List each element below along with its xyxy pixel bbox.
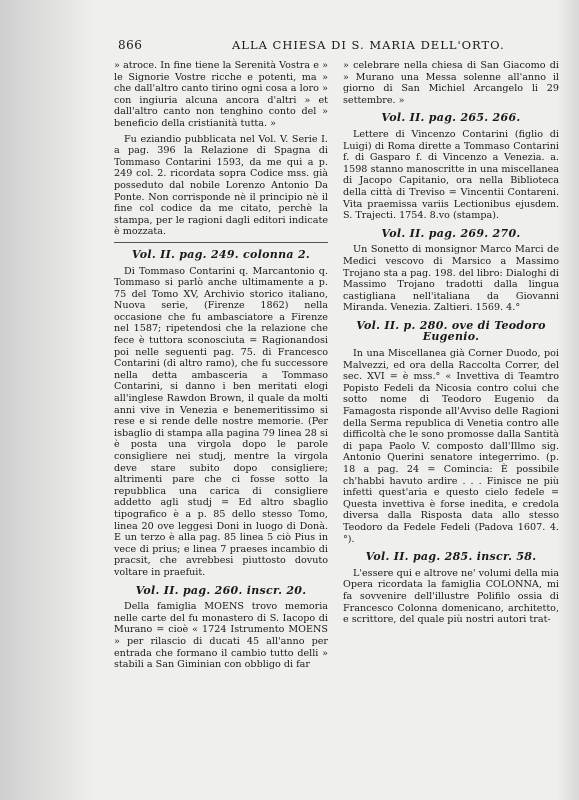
paragraph: Di Tommaso Contarini q. Marcantonio q. Tommaso si parlò anche ultimamente a p. 75 del Tomo XV, Archivio storico italiano, Nuova serie, (Firenze 1862) nella occasione che fu ambasciatore a Firenze nel 1587; ripetendosi che la relazione che fece è tuttora sconosciuta = Ragionandosi poi nelle seguenti pag. 75. di Francesco Contarini (di altro ramo), che fu successore nella detta ambasceria a Tommaso Contarini, si danno i ben meritati elogi all'inglese Rawdon Brown, il quale da molti anni vive in Venezia e benemeritissimo si rese e si rende delle nostre memorie. (Per isbaglio di stampa alla pagina 79 linea 28 si è posta una virgola dopo le parole consigliere nei studj, mentre la virgola deve stare subito dopo consigliere; altrimenti pare che ci fosse sotto la repubblica una carica di consigliere addetto agli studj = Ed altro sbaglio tipografico è a p. 85 dello stesso Tomo, linea 20 ove leggesi Doni in luogo di Donà. E un terzo è alla pag. 85 linea 5 ciò Pius in vece di prius; e linea 7 praeses incambio di pracsit, che avrebbesi piuttosto dovuto voltare in praefuit. [114,265,328,578]
section-heading: Vol. II. p. 280. ove di Teodoro Eugenio. [356,318,546,344]
section-rule [114,242,328,243]
paragraph: In una Miscellanea già Corner Duodo, poi Malvezzi, ed ora della Raccolta Correr, del sec. XVI = è mss.° « Invettiva di Teamtro Popisto Fedeli da Nicosia contro colui che sotto nome di Teodoro Eugenio da Famagosta risponde all'Avviso delle Ragioni della Serma republica di Venetia contro alle difficoltà che le sono promosse dalla Santità di papa Paolo V. composto dall'Illmo sig. Antonio Querini senatore integerrimo. (p. 18 a pag. 24 = Comincia: È possibile ch'habbi havuto ardire . . . Finisce ne più infetti quest'aria e questo cielo fedele = Questa invettiva è forse inedita, e credola diversa dalla Risposta data allo stesso Teodoro da Fedele Fedeli (Padova 1607. 4.°). [343,348,559,545]
section-heading: Vol. II. pag. 285. inscr. 58. [365,550,537,564]
paragraph: Un Sonetto di monsignor Marco Marci de Medici vescovo di Marsico a Massimo Trojano sta a pag. 198. del libro: Dialoghi di Massimo Trojano tradotti dalla lingua castigliana nell'italiana da Giovanni Miranda. Venezia. Zaltieri. 1569. 4.° [343,244,559,314]
page-header [112,38,505,56]
section-heading: Vol. II. pag. 249. colonna 2. [131,247,311,261]
paragraph: » celebrare nella chiesa di San Giacomo di » Murano una Messa solenne all'anno il giorno di San Michiel Arcangelo li 29 settembre. » [343,60,559,106]
paragraph: » atroce. In fine tiene la Serenità Vostra e » le Signorie Vostre ricche e potenti, ma » che dall'altro canto tirino ogni cosa a loro » con ingiuria alcuna ancora d'altri » et dall'altro canto non tenghino conto del » beneficio della cristianità tutta. » [114,60,328,129]
paragraph: Della famiglia MOENS trovo memoria nelle carte del fu monastero di S. Iacopo di Murano = cioè « 1724 Istrumento MOENS » per rilascio di ducati 45 all'anno per entrada che formano il cambio tutto delli » stabili a San Giminian con obbligo di far [114,601,328,671]
page-edge-shadow [557,0,579,800]
section-heading: Vol. II. pag. 269. 270. [381,226,521,240]
binding-shadow [0,0,96,800]
paragraph: Lettere di Vincenzo Contarini (figlio di Luigi) di Roma dirette a Tommaso Contarini f. di Gasparo f. di Vincenzo a Venezia. a. 1598 stanno manoscritte in una miscellanea di Jacopo Capitanio, ora nella Biblioteca della città di Treviso = Vincentii Contareni. Vita praemissa variis Lectionibus ejusdem. S. Trajecti. 1754. 8.vo (stampa). [343,128,559,222]
right-column [343,60,559,630]
running-head: ALLA CHIESA DI S. MARIA DELL'ORTO. [232,38,505,52]
left-column [114,60,328,675]
section-heading: Vol. II. pag. 260. inscr. 20. [135,583,307,597]
section-heading: Vol. II. pag. 265. 266. [381,111,521,125]
paragraph: L'essere qui e altrove ne' volumi della mia Opera ricordata la famiglia COLONNA, mi fa sovvenire dell'illustre Polifilo ossia di Francesco Colonna domenicano, architetto, e scrittore, del quale più nostri autori trat- [343,567,559,626]
page-number: 866 [118,38,143,52]
paragraph: Fu eziandio pubblicata nel Vol. V. Serie I. a pag. 396 la Relazione di Spagna di Tommaso Contarini 1593, da me qui a p. 249 col. 2. ricordata sopra Codice mss. già posseduto dal nobile Lorenzo Antonio Da Ponte. Non corrisponde nè il principio nè il fine col codice da me citato, perchè la stampa, per le ragioni dagli editori indicate è mozzata. [114,133,328,238]
